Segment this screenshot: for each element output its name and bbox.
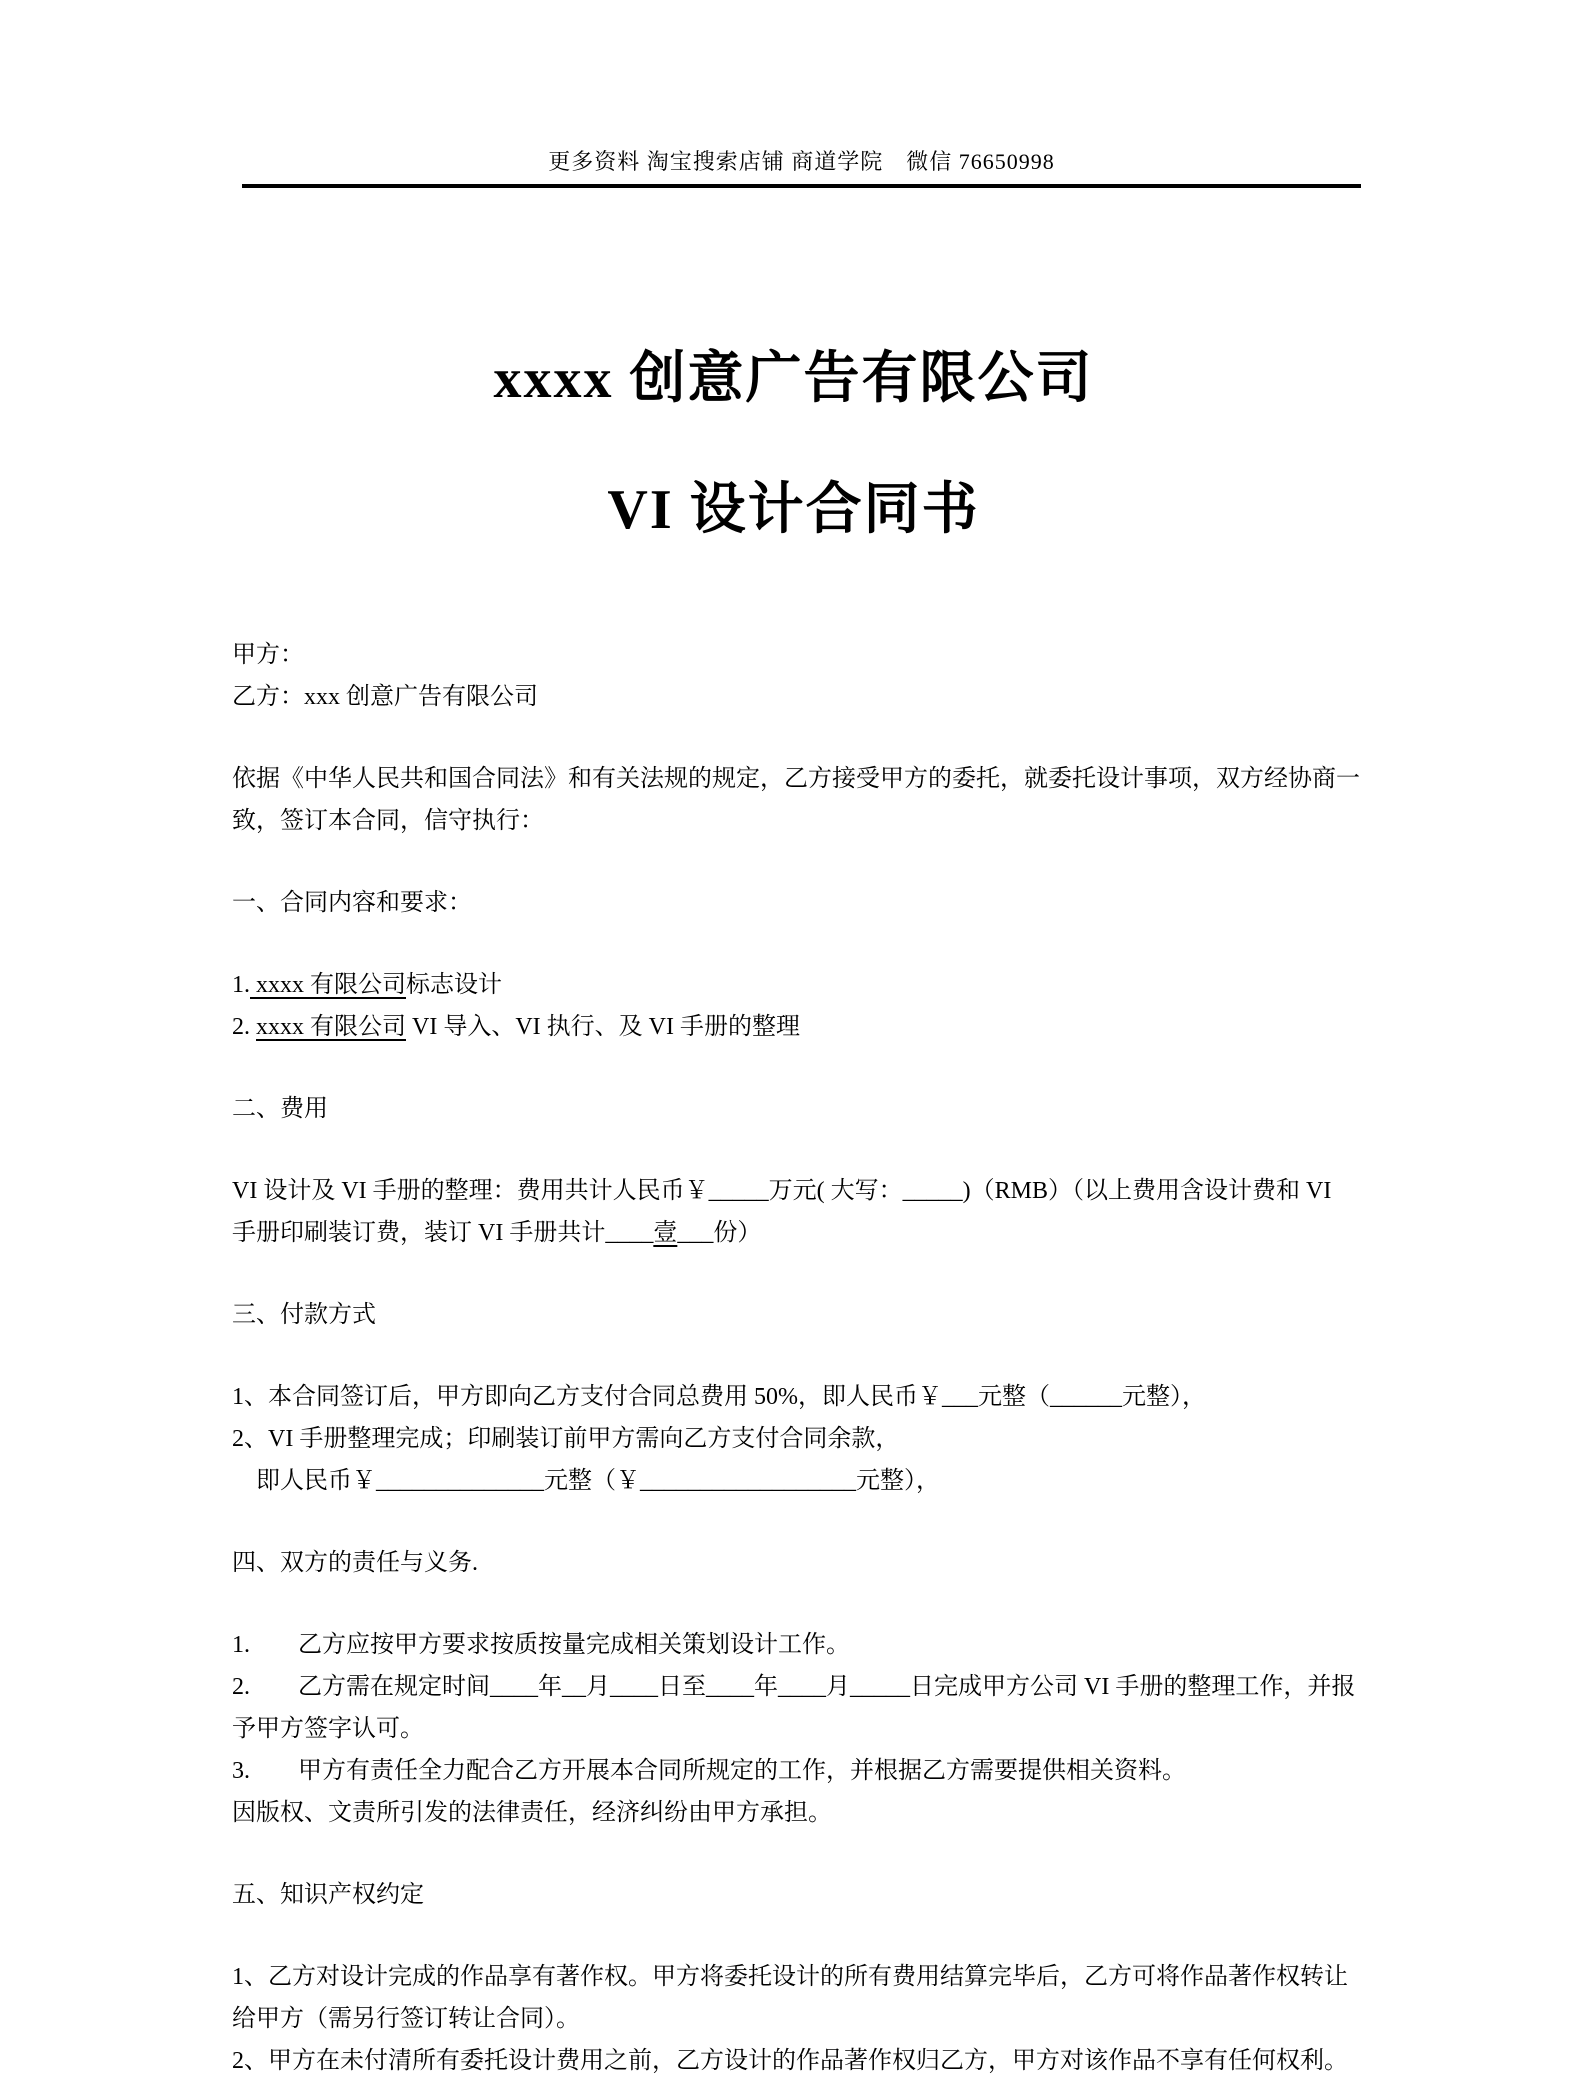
section-2-heading [232, 1088, 1360, 1130]
preamble-text: 依据《中华人民共和国合同法》和有关法规的规定，乙方接受甲方的委托，就委托设计事项，双方经协商一致，签订本合同，信守执行： [232, 766, 1360, 835]
item-1-company-blank: xxxx 有限公司 [250, 972, 406, 999]
parties-block [232, 634, 1360, 718]
party-b-line: 乙方：xxx 创意广告有限公司 [232, 684, 538, 711]
section-3-heading [232, 1294, 1360, 1336]
item-2-company-blank: xxxx 有限公司 [256, 1014, 406, 1041]
preamble-paragraph [232, 758, 1360, 842]
fee-copies-value: 壹 [653, 1220, 678, 1247]
section-1-heading-text: 一、合同内容和要求： [232, 890, 472, 917]
section-4-heading-text: 四、双方的责任与义务. [232, 1550, 478, 1577]
section-5-heading [232, 1874, 1360, 1916]
responsibility-item-1: 1. 乙方应按甲方要求按质按量完成相关策划设计工作。 [232, 1632, 850, 1659]
item-1-number: 1. [232, 972, 250, 999]
payment-items [232, 1376, 1360, 1502]
ip-items [232, 1956, 1360, 2082]
item-2-number: 2. [232, 1014, 256, 1041]
document-header [242, 0, 1361, 188]
contract-body [232, 634, 1360, 2082]
section-2-heading-text: 二、费用 [232, 1096, 328, 1123]
responsibility-copyright-note: 因版权、文责所引发的法律责任，经济纠纷由甲方承担。 [232, 1800, 832, 1827]
contract-item-1 [232, 964, 1360, 1006]
document-title-company: xxxx 创意广告有限公司 [493, 348, 1094, 410]
payment-item-1: 1、本合同签订后，甲方即向乙方支付合同总费用 50%，即人民币￥___元整（______元整）， [232, 1384, 1206, 1411]
responsibility-items [232, 1624, 1360, 1834]
section-1-heading [232, 882, 1360, 924]
fee-paragraph [232, 1170, 1360, 1254]
section-4-heading [232, 1542, 1360, 1584]
header-watermark-text: 更多资料 淘宝搜索店铺 商道学院 微信 76650998 [548, 149, 1055, 174]
payment-item-2-continuation: 即人民币￥______________元整（￥__________________元整）， [232, 1468, 940, 1495]
contract-item-2 [232, 1006, 1360, 1048]
fee-text-pre: VI 设计及 VI 手册的整理：费用共计人民币￥_____万元( 大写：_____)（RMB）（以上费用含设计费和 VI 手册印刷装订费，装订 VI 手册共计____ [232, 1178, 1338, 1247]
fee-text [232, 1170, 1360, 1254]
payment-item-2: 2、VI 手册整理完成；印刷装订前甲方需向乙方支付合同余款， [232, 1426, 900, 1453]
fee-text-post: ___份） [677, 1220, 762, 1247]
item-2-text: VI 导入、VI 执行、及 VI 手册的整理 [406, 1014, 800, 1041]
header-rule [242, 184, 1361, 188]
ip-item-2: 2、甲方在未付清所有委托设计费用之前，乙方设计的作品著作权归乙方，甲方对该作品不享有任何权利。 [232, 2048, 1348, 2075]
responsibility-item-2: 2. 乙方需在规定时间____年__月____日至____年____月_____日完成甲方公司 VI 手册的整理工作，并报予甲方签字认可。 [232, 1674, 1356, 1743]
responsibility-item-3: 3. 甲方有责任全力配合乙方开展本合同所规定的工作，并根据乙方需要提供相关资料。 [232, 1758, 1186, 1785]
party-a-line: 甲方： [232, 642, 304, 669]
section-3-heading-text: 三、付款方式 [232, 1302, 376, 1329]
document-title-contract: VI 设计合同书 [607, 479, 980, 542]
ip-item-1: 1、乙方对设计完成的作品享有著作权。甲方将委托设计的所有费用结算完毕后，乙方可将作品著作权转让给甲方（需另行签订转让合同）。 [232, 1964, 1348, 2033]
item-1-text: 标志设计 [406, 972, 502, 999]
section-1-items [232, 964, 1360, 1048]
section-5-heading-text: 五、知识产权约定 [232, 1882, 424, 1909]
